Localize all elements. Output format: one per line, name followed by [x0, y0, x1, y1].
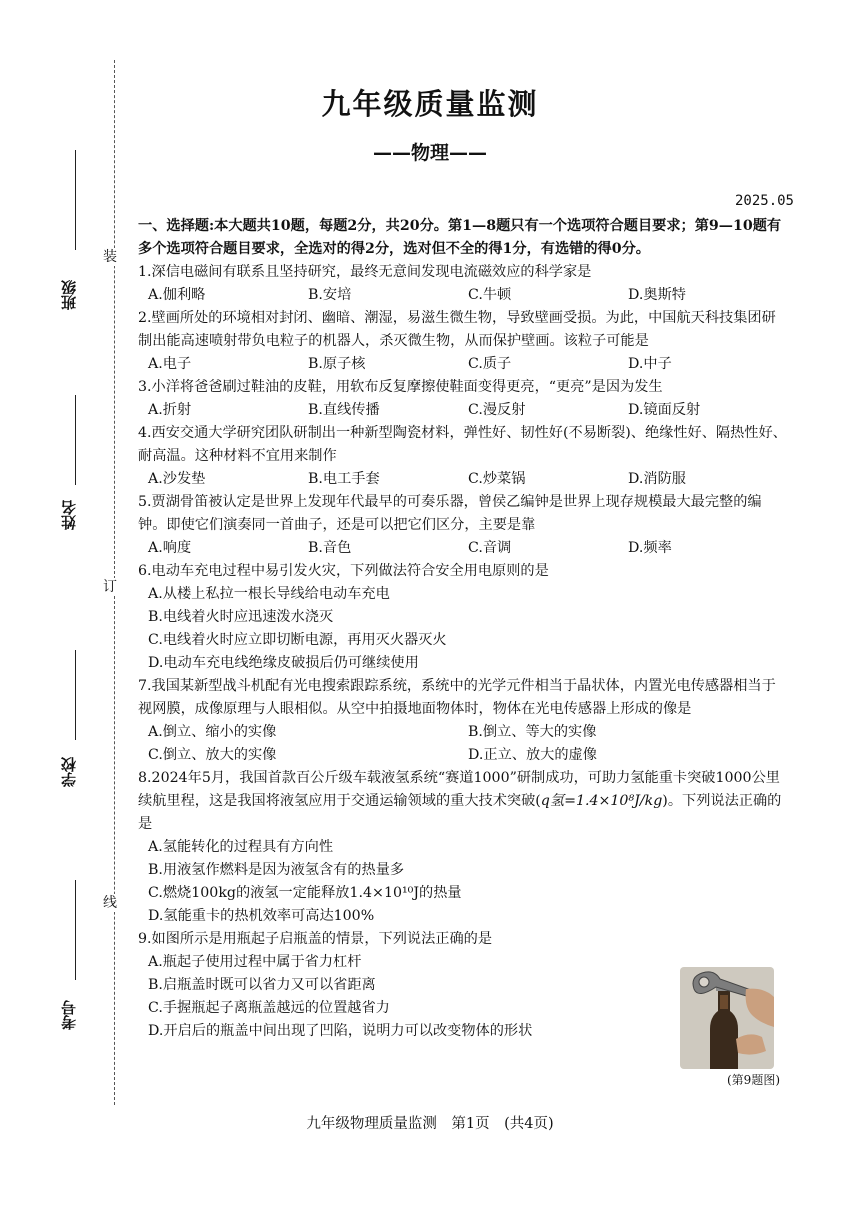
name-line-wrap — [58, 395, 98, 485]
school-line-wrap — [58, 650, 98, 740]
question-stem: 9.如图所示是用瓶起子启瓶盖的情景，下列说法正确的是 — [138, 931, 493, 947]
option: D.中子 — [628, 356, 672, 372]
option: B.启瓶盖时既可以省力又可以省距离 — [148, 977, 376, 993]
page-title: 九年级质量监测 — [321, 87, 539, 121]
exam-number-line-wrap — [58, 880, 98, 980]
question-stem: 6.电动车充电过程中易引发火灾，下列做法符合安全用电原则的是 — [138, 563, 549, 579]
class-field[interactable] — [58, 280, 98, 314]
option: A.响度 — [148, 540, 192, 556]
question-options — [138, 353, 788, 376]
option: D.电动车充电线绝缘皮破损后仍可继续使用 — [148, 655, 419, 671]
option: B.倒立、等大的实像 — [468, 724, 597, 740]
option: D.频率 — [628, 540, 672, 556]
class-label: 班级 — [60, 280, 78, 310]
figure-caption: (第9题图) — [727, 1073, 780, 1087]
option: A.氢能转化的过程具有方向性 — [148, 839, 334, 855]
option: B.音色 — [308, 540, 352, 556]
option: C.音调 — [468, 540, 512, 556]
option: B.安培 — [308, 287, 352, 303]
page-footer: 九年级物理质量监测 第1页 (共4页) — [306, 1116, 554, 1132]
school-label: 学校 — [60, 757, 78, 787]
exam-number-field[interactable] — [58, 1000, 98, 1034]
option: A.瓶起子使用过程中属于省力杠杆 — [148, 954, 362, 970]
option: B.用液氢作燃料是因为液氢含有的热量多 — [148, 862, 405, 878]
question-stem-text: 8.2024年5月，我国首款百公斤级车载液氢系统“赛道1000”研制成功，可助力氢能重卡突破1000公里续航里程，这是我国将液氢应用于交通运输领域的重大技术突破( — [138, 770, 780, 809]
question-stem: 4.西安交通大学研究团队研制出一种新型陶瓷材料，弹性好、韧性好(不易断裂)、绝缘性好、隔热性好、耐高温。这种材料不宜用来制作 — [138, 425, 787, 464]
binding-mark-xian: 线 — [103, 895, 117, 911]
option: A.伽利略 — [148, 287, 206, 303]
bottle-opener-photo-icon — [680, 967, 774, 1069]
question-list — [138, 215, 788, 1043]
option: B.电线着火时应迅速泼水浇灭 — [148, 609, 334, 625]
option: B.直线传播 — [308, 402, 380, 418]
option: D.正立、放大的虚像 — [468, 747, 597, 763]
class-line-wrap — [58, 150, 98, 250]
option: C.电线着火时应立即切断电源，再用灭火器灭火 — [148, 632, 447, 648]
binding-mark-zhuang: 装 — [103, 249, 117, 265]
question-stem — [138, 767, 788, 836]
question-stem: 1.深信电磁间有联系且坚持研究，最终无意间发现电流磁效应的科学家是 — [138, 264, 592, 280]
question-stem: 5.贾湖骨笛被认定是世界上发现年代最早的可奏乐器，曾侯乙编钟是世界上现存规模最大最完整的编钟。即使它们演奏同一首曲子，还是可以把它们区分，主要是靠 — [138, 494, 762, 533]
option: B.电工手套 — [308, 471, 380, 487]
question-options — [138, 744, 788, 767]
question-stem: 7.我国某新型战斗机配有光电搜索跟踪系统，系统中的光学元件相当于晶状体，内置光电传感器相当于视网膜，成像原理与人眼相似。从空中拍摄地面物体时，物体在光电传感器上形成的像是 — [138, 678, 776, 717]
option: D.镜面反射 — [628, 402, 701, 418]
option: D.奥斯特 — [628, 287, 686, 303]
hydrogen-heat-value: q氢=1.4×10⁸J/kg — [540, 793, 663, 809]
school-field[interactable] — [58, 757, 98, 791]
option: C.质子 — [468, 356, 512, 372]
option: B.原子核 — [308, 356, 366, 372]
question-options — [138, 721, 788, 744]
option: C.手握瓶起子离瓶盖越远的位置越省力 — [148, 1000, 390, 1016]
binding-mark-ding: 订 — [103, 579, 117, 595]
question-options — [138, 399, 788, 422]
exam-number-label: 考号 — [60, 1000, 78, 1030]
option: C.倒立、放大的实像 — [148, 747, 277, 763]
option: A.从楼上私拉一根长导线给电动车充电 — [148, 586, 390, 602]
option: D.氢能重卡的热机效率可高达100% — [148, 908, 375, 924]
question-stem-tail: )。下列说法正确的是 — [138, 793, 782, 832]
question-stem: 3.小洋将爸爸刷过鞋油的皮鞋，用软布反复摩擦使鞋面变得更亮，“更亮”是因为发生 — [138, 379, 663, 395]
exam-date: 2025.05 — [734, 193, 794, 209]
option: C.牛顿 — [468, 287, 512, 303]
option: A.沙发垫 — [148, 471, 206, 487]
name-label: 姓名 — [60, 500, 78, 530]
option: A.电子 — [148, 356, 192, 372]
option: C.燃烧100kg的液氢一定能释放1.4×10¹⁰J的热量 — [148, 885, 462, 901]
question-options — [138, 468, 788, 491]
question-options — [138, 537, 788, 560]
name-field[interactable] — [58, 500, 98, 534]
option: C.漫反射 — [468, 402, 526, 418]
section-heading: 一、选择题:本大题共10题，每题2分，共20分。第1—8题只有一个选项符合题目要求；第9—10题有多个选项符合题目要求，全选对的得2分，选对但不全的得1分，有选错的得0分。 — [138, 218, 782, 257]
question-stem: 2.壁画所处的环境相对封闭、幽暗、潮湿，易滋生微生物，导致壁画受损。为此，中国航天科技集团研制出能高速喷射带负电粒子的机器人，杀灭微生物，从而保护壁画。该粒子可能是 — [138, 310, 776, 349]
option: D.开启后的瓶盖中间出现了凹陷，说明力可以改变物体的形状 — [148, 1023, 533, 1039]
option: C.炒菜锅 — [468, 471, 526, 487]
option: A.倒立、缩小的实像 — [148, 724, 277, 740]
option: A.折射 — [148, 402, 192, 418]
question-options — [138, 284, 788, 307]
option: D.消防服 — [628, 471, 686, 487]
page-subtitle: ——物理—— — [372, 142, 487, 164]
